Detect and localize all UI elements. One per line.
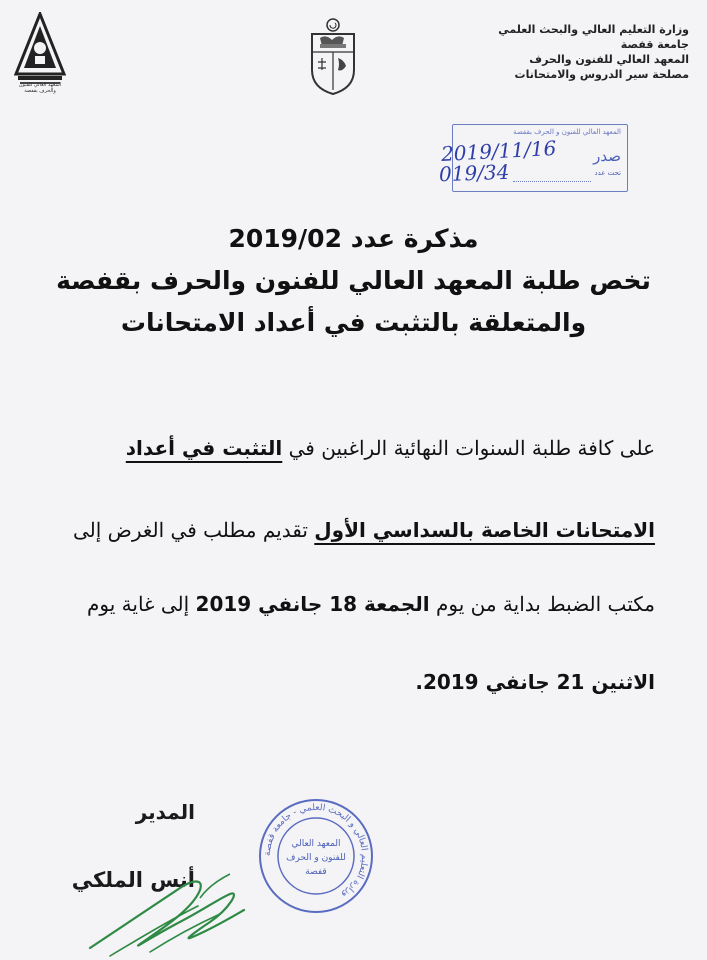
body-line-2-text: تقديم مطلب في الغرض إلى — [73, 518, 315, 542]
stamp-handwritten-number: 019/34 — [438, 159, 510, 187]
stamp-dotted-line — [513, 181, 591, 182]
body-line-1-text: على كافة طلبة السنوات النهائية الراغبين في — [282, 436, 655, 460]
service-name: مصلحة سير الدروس والامتحانات — [514, 68, 689, 81]
handwritten-signature — [80, 868, 250, 960]
university-name: جامعة قفصة — [620, 38, 689, 51]
signatory-title: المدير — [135, 800, 195, 824]
logo-caption: المعهد العالي للفنون والحرف بقفصة — [18, 82, 62, 94]
issuer-header — [459, 22, 689, 82]
memo-title-topic: والمتعلقة بالتثبت في أعداد الامتحانات — [120, 308, 587, 337]
signatory-name: أنس الملكي — [71, 868, 195, 892]
seal-outer-text: وزارة التعليم العالي و البحث العلمي - جامعة قفصة — [262, 802, 370, 900]
seal-inner-line-3: قفصة — [305, 867, 327, 877]
body-line-3-text-a: مكتب الضبط بداية من يوم — [429, 592, 655, 616]
tunisia-coat-of-arms-icon — [306, 18, 360, 96]
body-line-4: الاثنين 21 جانفي 2019. — [415, 670, 655, 694]
body-line-1 — [126, 436, 655, 460]
reception-stamp — [438, 124, 628, 192]
body-line-3 — [87, 592, 655, 616]
stamp-header: المعهد العالي للفنون و الحرف بقفصة — [513, 128, 621, 136]
seal-inner-line-2: للفنون و الحرف — [286, 853, 346, 863]
institute-logo-icon — [14, 12, 66, 92]
stamp-handwritten-date: 2019/11/16 — [440, 135, 557, 167]
body-line-2-emphasis: الامتحانات الخاصة بالسداسي الأول — [314, 518, 655, 542]
body-line-1-emphasis: التثبت في أعداد — [125, 436, 283, 460]
body-line-3-text-b: إلى غاية يوم — [87, 592, 196, 616]
body-line-3-emphasis: الجمعة 18 جانفي 2019 — [195, 592, 430, 616]
memo-title-number: مذكرة عدد 2019/02 — [228, 224, 479, 253]
official-seal-icon — [256, 796, 376, 916]
ministry-name: وزارة التعليم العالي والبحث العلمي — [498, 23, 689, 36]
stamp-label-number: تحت عدد — [594, 169, 621, 177]
seal-inner-line-1: المعهد العالي — [291, 839, 341, 849]
body-line-2 — [73, 518, 655, 542]
memo-title-subject: تخص طلبة المعهد العالي للفنون والحرف بقفصة — [56, 266, 651, 295]
stamp-label-issued: صدر — [593, 147, 621, 165]
institute-name: المعهد العالي للفنون والحرف — [529, 53, 689, 66]
